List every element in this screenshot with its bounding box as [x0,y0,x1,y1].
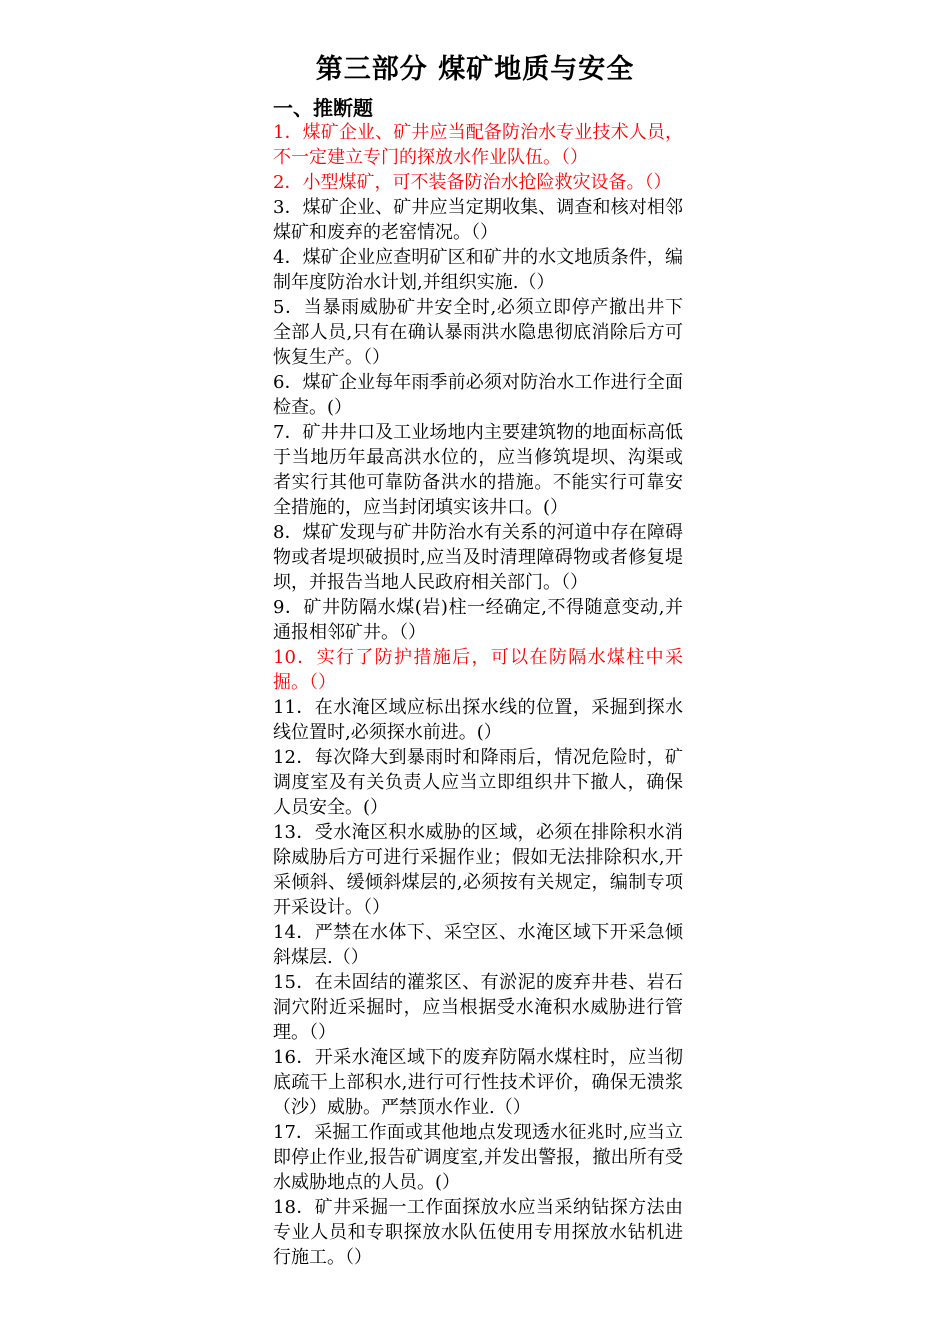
question-item: 14．严禁在水体下、采空区、水淹区域下开采急倾斜煤层.（） [273,922,683,968]
question-item: 15．在未固结的灌浆区、有淤泥的废弃井巷、岩石洞穴附近采掘时，应当根据受水淹积水威胁进行管理。（） [273,972,683,1043]
question-item: 4．煤矿企业应查明矿区和矿井的水文地质条件，编制年度防治水计划,并组织实施.（） [273,247,683,293]
question-item: 6．煤矿企业每年雨季前必须对防治水工作进行全面检查。(） [273,372,683,418]
question-item: 5．当暴雨威胁矿井安全时,必须立即停产撤出井下全部人员,只有在确认暴雨洪水隐患彻底消除后方可恢复生产。（） [273,297,683,368]
question-item: 16．开采水淹区域下的废弃防隔水煤柱时，应当彻底疏干上部积水,进行可行性技术评价，确保无溃浆（沙）威胁。严禁顶水作业.（） [273,1047,683,1118]
question-item: 18．矿井采掘一工作面探放水应当采纳钻探方法由专业人员和专职探放水队伍使用专用探放水钻机进行施工。（） [273,1197,683,1268]
question-item: 13．受水淹区积水威胁的区域，必须在排除积水消除威胁后方可进行采掘作业；假如无法排除积水,开采倾斜、缓倾斜煤层的,必须按有关规定，编制专项开采设计。（） [273,822,683,918]
question-item: 12．每次降大到暴雨时和降雨后，情况危险时，矿调度室及有关负责人应当立即组织井下撤人，确保人员安全。(） [273,747,683,818]
question-item: 7．矿井井口及工业场地内主要建筑物的地面标高低于当地历年最高洪水位的，应当修筑堤坝、沟渠或者实行其他可靠防备洪水的措施。不能实行可靠安全措施的，应当封闭填实该井口。(） [273,422,683,518]
page-title: 第三部分 煤矿地质与安全 [315,54,635,85]
question-list [273,120,683,1270]
question-item: 9．矿井防隔水煤(岩)柱一经确定,不得随意变动,并通报相邻矿井。（） [273,597,683,643]
section-heading: 一、推断题 [273,96,373,120]
question-item: 17．采掘工作面或其他地点发现透水征兆时,应当立即停止作业,报告矿调度室,并发出警报，撤出所有受水威胁地点的人员。(） [273,1122,683,1193]
question-item: 11．在水淹区域应标出探水线的位置，采掘到探水线位置时,必须探水前进。(） [273,697,683,743]
question-item: 3．煤矿企业、矿井应当定期收集、调查和核对相邻煤矿和废弃的老窑情况。（） [273,197,683,243]
question-item: 1．煤矿企业、矿井应当配备防治水专业技术人员，不一定建立专门的探放水作业队伍。（） [273,122,683,168]
question-item: 10．实行了防护措施后，可以在防隔水煤柱中采掘。（） [273,647,683,693]
question-item: 2．小型煤矿，可不装备防治水抢险救灾设备。（） [273,172,672,193]
question-item: 8．煤矿发现与矿井防治水有关系的河道中存在障碍物或者堤坝破损时,应当及时清理障碍物或者修复堤坝，并报告当地人民政府相关部门。（） [273,522,683,593]
